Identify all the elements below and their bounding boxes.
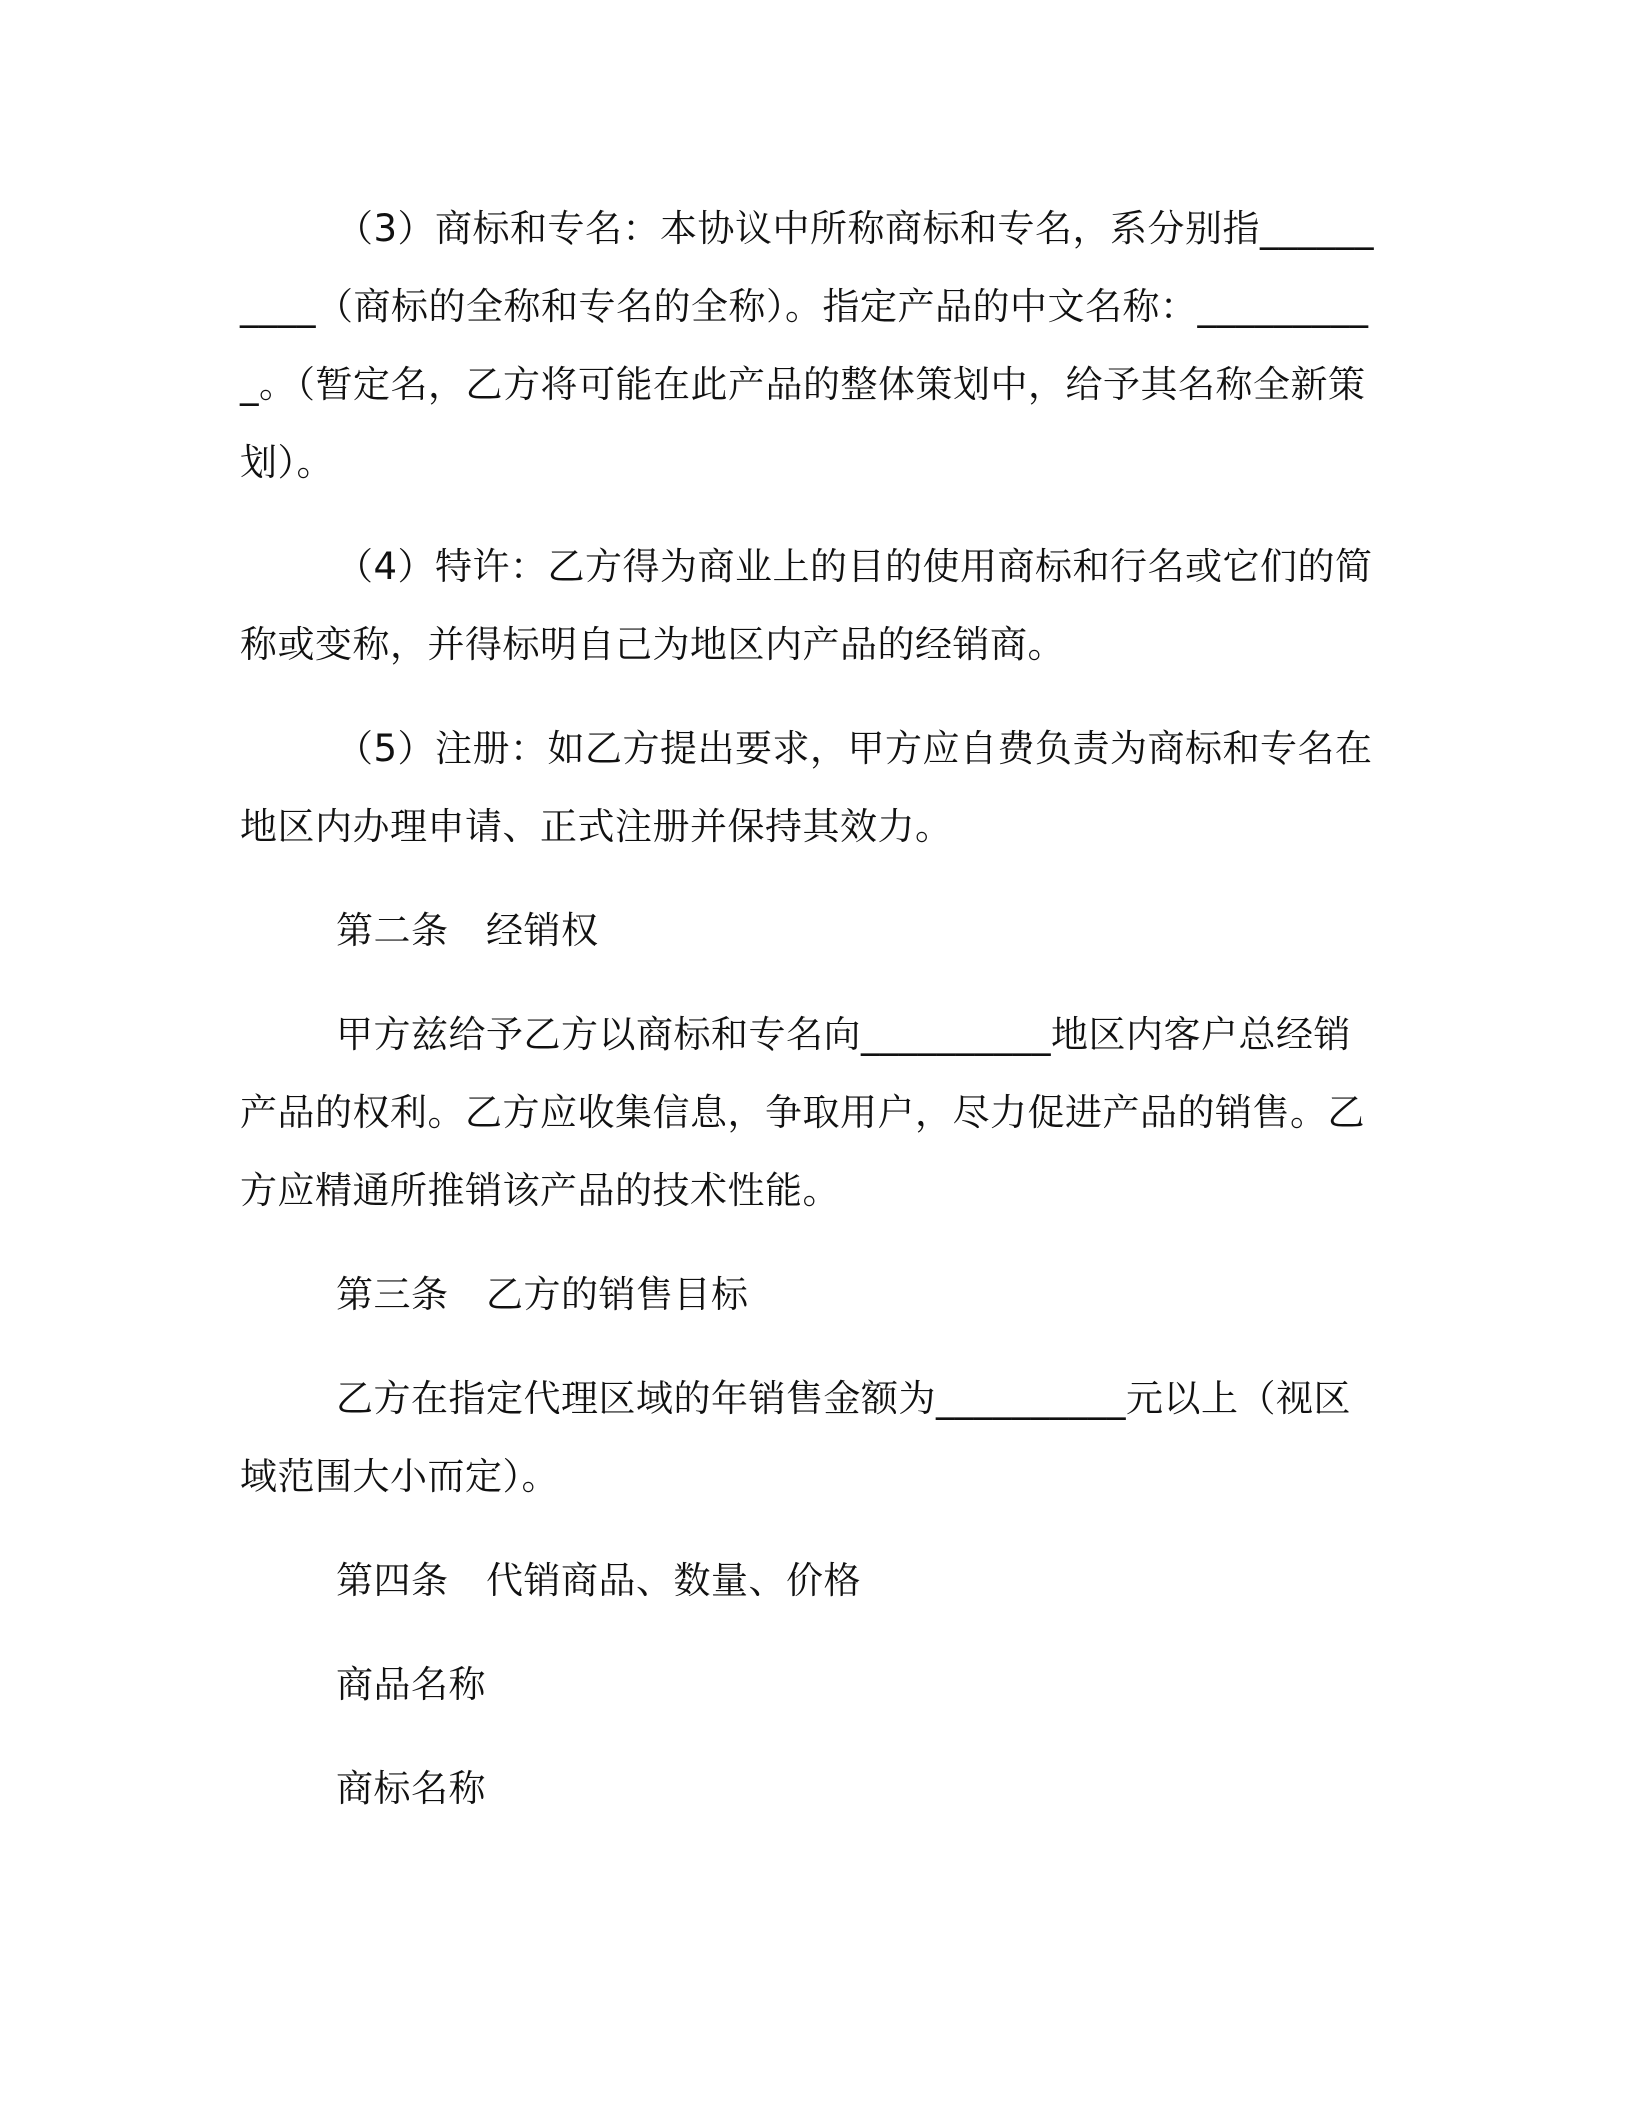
paragraph-registration: （5）注册：如乙方提出要求，甲方应自费负责为商标和专名在地区内办理申请、正式注册并保持其效力。	[240, 727, 1373, 848]
heading-article-4: 第四条 代销商品、数量、价格	[336, 1559, 861, 1602]
paragraph-article-2: 甲方兹给予乙方以商标和专名向__________地区内客户总经销产品的权利。乙方应收集信息，争取用户，尽力促进产品的销售。乙方应精通所推销该产品的技术性能。	[240, 1013, 1365, 1212]
item-trademark-name: 商标名称	[336, 1767, 486, 1810]
heading-article-3: 第三条 乙方的销售目标	[336, 1273, 749, 1316]
heading-article-2: 第二条 经销权	[336, 909, 599, 952]
item-goods-name: 商品名称	[336, 1663, 486, 1706]
paragraph-trademark-definition: （3）商标和专名：本协议中所称商标和专名，系分别指__________（商标的全称和专名的全称）。指定产品的中文名称：__________。（暂定名，乙方将可能在此产品的整体策划中，给予其名称全新策划）。	[240, 207, 1375, 484]
document-body	[240, 190, 1380, 1854]
paragraph-license: （4）特许：乙方得为商业上的目的使用商标和行名或它们的简称或变称，并得标明自己为地区内产品的经销商。	[240, 545, 1373, 666]
paragraph-article-3: 乙方在指定代理区域的年销售金额为__________元以上（视区域范围大小而定）。	[240, 1377, 1351, 1498]
